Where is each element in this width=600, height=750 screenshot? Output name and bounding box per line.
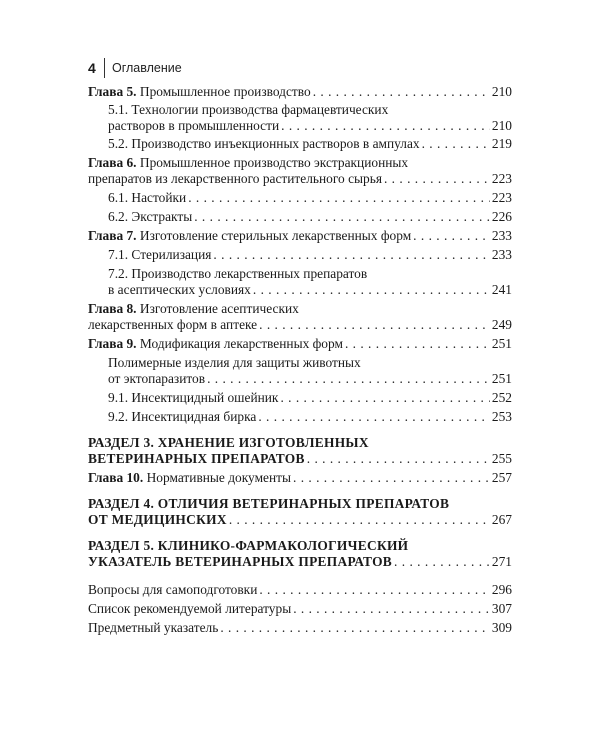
dot-leader — [293, 470, 490, 486]
toc-entry-chapter-7[interactable] — [88, 228, 512, 244]
page-ref: 253 — [491, 409, 512, 424]
chapter-label: Глава 5. — [88, 84, 137, 99]
entry-title: Нормативные документы — [146, 470, 292, 485]
toc-entry-literature[interactable] — [88, 601, 512, 617]
dot-leader — [394, 554, 490, 570]
toc-entry-part-3[interactable] — [88, 435, 512, 451]
page-ref: 307 — [491, 601, 512, 616]
dot-leader — [384, 171, 490, 187]
entry-title: Модификация лекарственных форм — [139, 336, 343, 351]
toc-entry-polymer-products[interactable] — [108, 355, 512, 371]
entry-title: 7.2. Производство лекарственных препаратов — [108, 266, 368, 281]
page-ref: 223 — [491, 190, 512, 205]
entry-title: 9.2. Инсектицидная бирка — [108, 409, 257, 424]
entry-title: 5.2. Производство инъекционных растворов в ампулах — [108, 136, 420, 151]
toc-entry-section-5-1[interactable] — [108, 102, 512, 118]
entry-title: от эктопаразитов — [108, 371, 206, 386]
toc-entry-chapter-10[interactable] — [88, 470, 512, 486]
dot-leader — [207, 371, 490, 387]
dot-leader — [313, 84, 490, 100]
page-ref: 271 — [491, 554, 512, 569]
toc-entry-part-3-cont[interactable] — [88, 451, 512, 467]
page-ref: 267 — [491, 512, 512, 527]
toc-entry-section-7-2[interactable] — [108, 266, 512, 282]
entry-title: 5.1. Технологии производства фармацевтических — [108, 102, 389, 117]
entry-title: УКАЗАТЕЛЬ ВЕТЕРИНАРНЫХ ПРЕПАРАТОВ — [88, 554, 393, 569]
entry-title: РАЗДЕЛ 3. ХРАНЕНИЕ ИЗГОТОВЛЕННЫХ — [88, 435, 369, 450]
toc-entry-chapter-9[interactable] — [88, 336, 512, 352]
toc-entry-section-6-2[interactable] — [108, 209, 512, 225]
entry-title: 9.1. Инсектицидный ошейник — [108, 390, 279, 405]
entry-title: Предметный указатель — [88, 620, 219, 635]
page-ref: 223 — [491, 171, 512, 186]
toc-entry-polymer-products-cont[interactable] — [108, 371, 512, 387]
page-ref: 252 — [491, 390, 512, 405]
dot-leader — [188, 190, 490, 206]
toc-entry-questions[interactable] — [88, 582, 512, 598]
dot-leader — [345, 336, 490, 352]
dot-leader — [293, 601, 490, 617]
entry-title: ВЕТЕРИНАРНЫХ ПРЕПАРАТОВ — [88, 451, 305, 466]
entry-title: Промышленное производство — [139, 84, 311, 99]
toc-entry-section-5-1-cont[interactable] — [108, 118, 512, 134]
entry-title: лекарственных форм в аптеке — [88, 317, 258, 332]
toc-entry-section-7-1[interactable] — [108, 247, 512, 263]
dot-leader — [259, 582, 490, 598]
dot-leader — [413, 228, 490, 244]
toc-entry-section-6-1[interactable] — [108, 190, 512, 206]
toc-entry-index[interactable] — [88, 620, 512, 636]
chapter-label: Глава 8. — [88, 301, 137, 316]
page-ref: 241 — [491, 282, 512, 297]
entry-title: ОТ МЕДИЦИНСКИХ — [88, 512, 227, 527]
entry-title: Полимерные изделия для защиты животных — [108, 355, 361, 370]
dot-leader — [213, 247, 489, 263]
entry-title: Список рекомендуемой литературы — [88, 601, 292, 616]
toc-entry-chapter-5[interactable] — [88, 84, 512, 100]
chapter-label: Глава 10. — [88, 470, 144, 485]
entry-title: РАЗДЕЛ 5. КЛИНИКО-ФАРМАКОЛОГИЧЕСКИЙ — [88, 538, 409, 553]
entry-title: растворов в промышленности — [108, 118, 280, 133]
entry-title: Вопросы для самоподготовки — [88, 582, 258, 597]
toc-entry-section-5-2[interactable] — [108, 136, 512, 152]
entry-title: 6.2. Экстракты — [108, 209, 193, 224]
dot-leader — [229, 512, 490, 528]
dot-leader — [422, 136, 490, 152]
entry-title: препаратов из лекарственного растительного сырья — [88, 171, 382, 186]
header-divider — [104, 58, 105, 78]
toc-entry-part-4[interactable] — [88, 496, 512, 512]
toc-entry-section-9-1[interactable] — [108, 390, 512, 406]
page-ref: 257 — [491, 470, 512, 485]
toc-entry-chapter-6-cont[interactable] — [88, 171, 512, 187]
page-ref: 249 — [491, 317, 512, 332]
page-ref: 219 — [491, 136, 512, 151]
dot-leader — [281, 118, 490, 134]
entry-title: Изготовление асептических — [139, 301, 299, 316]
dot-leader — [280, 390, 489, 406]
dot-leader — [194, 209, 490, 225]
page-ref: 226 — [491, 209, 512, 224]
page-ref: 210 — [491, 118, 512, 133]
entry-title: 6.1. Настойки — [108, 190, 187, 205]
entry-title: Изготовление стерильных лекарственных форм — [139, 228, 412, 243]
page-ref: 251 — [491, 336, 512, 351]
entry-title: РАЗДЕЛ 4. ОТЛИЧИЯ ВЕТЕРИНАРНЫХ ПРЕПАРАТОВ — [88, 496, 450, 511]
page-ref: 309 — [491, 620, 512, 635]
running-title: Оглавление — [112, 61, 182, 75]
entry-title: 7.1. Стерилизация — [108, 247, 212, 262]
chapter-label: Глава 7. — [88, 228, 137, 243]
dot-leader — [259, 317, 490, 333]
toc-entry-chapter-6[interactable] — [88, 155, 512, 171]
toc-entry-chapter-8-cont[interactable] — [88, 317, 512, 333]
page-ref: 210 — [491, 84, 512, 99]
dot-leader — [253, 282, 490, 298]
toc-entry-part-5-cont[interactable] — [88, 554, 512, 570]
toc-entry-section-7-2-cont[interactable] — [108, 282, 512, 298]
page-ref: 233 — [491, 228, 512, 243]
entry-title: Промышленное производство экстракционных — [139, 155, 409, 170]
dot-leader — [307, 451, 490, 467]
dot-leader — [220, 620, 490, 636]
toc-entry-section-9-2[interactable] — [108, 409, 512, 425]
page-ref: 255 — [491, 451, 512, 466]
page-ref: 233 — [491, 247, 512, 262]
toc-entry-chapter-8[interactable] — [88, 301, 512, 317]
page-number: 4 — [88, 60, 96, 76]
chapter-label: Глава 6. — [88, 155, 137, 170]
toc-entry-part-4-cont[interactable] — [88, 512, 512, 528]
chapter-label: Глава 9. — [88, 336, 137, 351]
page-ref: 296 — [491, 582, 512, 597]
toc-entry-part-5[interactable] — [88, 538, 512, 554]
entry-title: в асептических условиях — [108, 282, 251, 297]
dot-leader — [258, 409, 490, 425]
page-ref: 251 — [491, 371, 512, 386]
